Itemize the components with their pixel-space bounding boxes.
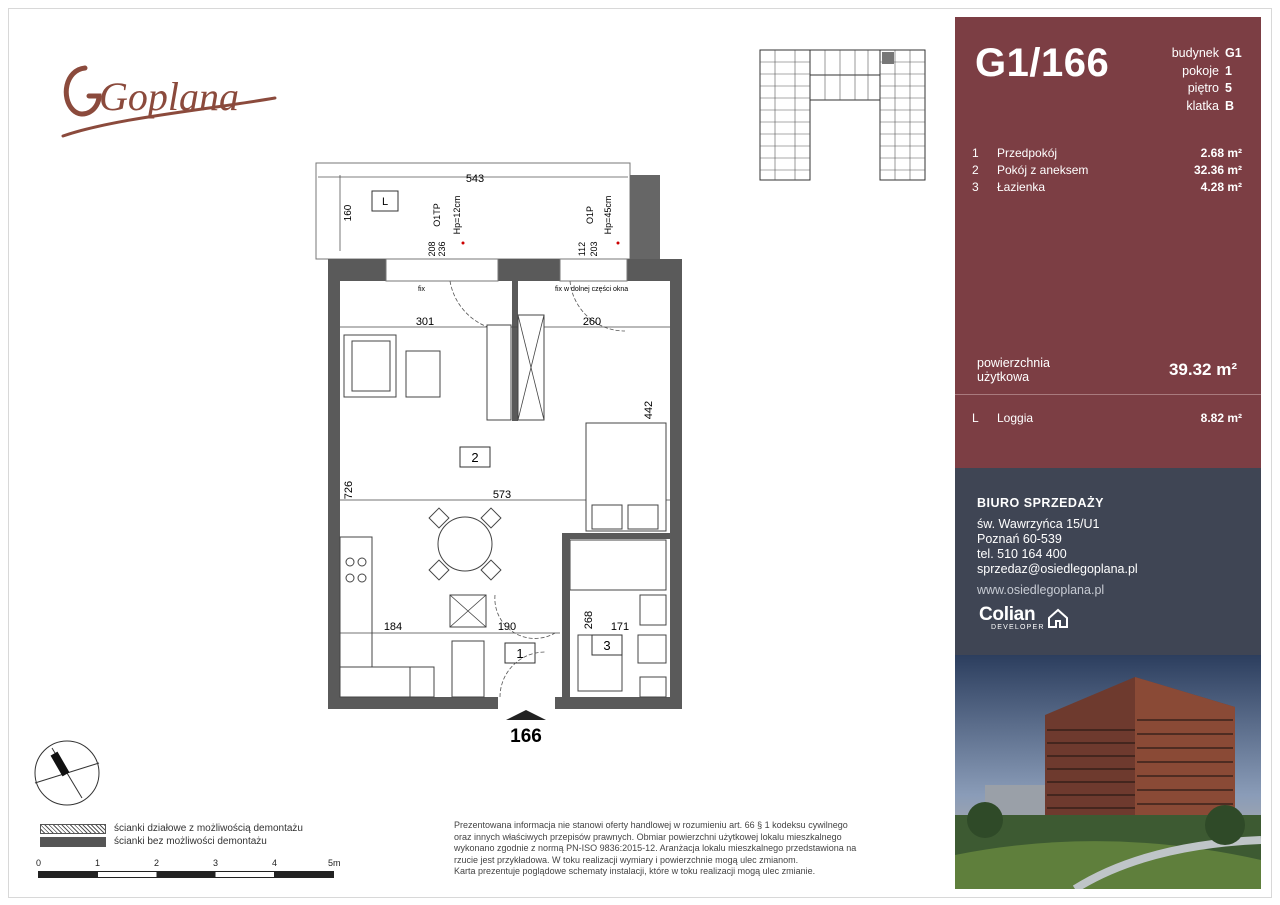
office-title: BIURO SPRZEDAŻY: [977, 496, 1104, 510]
dim-190: 190: [497, 621, 517, 633]
compass-icon: [32, 738, 102, 808]
dim-loggia-depth: 160: [343, 204, 354, 222]
list-item: 1 Przedpokój 2.68 m²: [972, 145, 1242, 160]
building-render-image: [955, 655, 1261, 889]
hatch-swatch: [40, 824, 106, 834]
dim-573: 573: [492, 489, 512, 501]
loggia-row: L Loggia 8.82 m²: [972, 411, 1242, 425]
svg-text:fix: fix: [418, 286, 425, 293]
goplana-logo: [55, 48, 285, 143]
usable-area-value: 39.32 m²: [1168, 360, 1237, 379]
scale-bar: 0 1 2 3 4 5m: [36, 858, 346, 888]
svg-text:236: 236: [437, 241, 447, 257]
office-email[interactable]: sprzedaz@osiedlegoplana.pl: [977, 562, 1138, 576]
dim-301: 301: [415, 316, 435, 328]
room-tag-2: 2: [471, 450, 479, 465]
building-keyplan: [750, 42, 940, 187]
svg-text:fix w dolnej części okna: fix w dolnej części okna: [555, 286, 629, 293]
legal-disclaimer: Prezentowana informacja nie stanowi oferty handlowej w rozumieniu art. 66 § 1 kodeksu cywilnego oraz innych właściwych przepisów prawnych. Obmiar powierzchni użytkowej lokalu mieszkalnego wykonano zgodnie z normą PN-ISO 9836:2015-12. Aranżacja lokalu mieszkalnego przedstawiona na rzucie jest przykładowa. W toku realizacji wymiary i powierzchnie mogą ulec zmianom. Karta prezentuje poglądowe schematy instalacji, które w toku realizacji mogą ulec zmianie.: [454, 820, 857, 876]
room-tag-1: 1: [516, 646, 524, 661]
office-details: św. Wawrzyńca 15/U1 Poznań 60-539 tel. 510 164 400 sprzedaz@osiedlegoplana.pl www.osiedlegoplana.pl: [977, 517, 1138, 597]
dim-268: 268: [583, 610, 595, 630]
list-item: 2 Pokój z aneksem 32.36 m²: [972, 162, 1242, 177]
svg-text:208: 208: [427, 241, 437, 257]
unit-code: G1/166: [975, 41, 1110, 85]
entry-number: 166: [510, 726, 542, 747]
svg-text:203: 203: [589, 241, 599, 257]
room-list: [972, 144, 1242, 195]
legend-solid-label: ścianki bez możliwości demontażu: [114, 836, 267, 847]
unit-meta: budynek G1 pokoje 1 piętro 5 klatka B: [1171, 46, 1242, 113]
room-tag-3: 3: [603, 638, 611, 653]
logo-text: Goplana: [99, 74, 239, 119]
developer-logo: Colian DEVELOPER: [979, 604, 1045, 631]
legend-hatch-label: ścianki działowe z możliwością demontażu: [114, 823, 303, 834]
dim-171: 171: [610, 621, 630, 633]
wall-legend: [40, 822, 303, 848]
dim-442: 442: [643, 400, 655, 420]
floor-plan: [300, 155, 700, 755]
svg-text:O1TP: O1TP: [432, 203, 442, 227]
list-item: 3 Łazienka 4.28 m²: [972, 179, 1242, 194]
solid-swatch: [40, 837, 106, 847]
sales-office-panel: [955, 468, 1261, 655]
svg-text:Hp=45cm: Hp=45cm: [603, 195, 613, 235]
house-icon: [1047, 607, 1069, 629]
divider: [955, 394, 1261, 395]
usable-area-label: powierzchnia użytkowa: [977, 356, 1050, 384]
unit-info-panel: [955, 17, 1261, 468]
dim-260: 260: [582, 316, 602, 328]
loggia-tag: L: [381, 196, 389, 208]
dim-184: 184: [383, 621, 403, 633]
dim-726: 726: [343, 480, 355, 500]
dim-loggia-width: 543: [465, 173, 485, 185]
unit-highlight: [882, 52, 894, 64]
svg-text:112: 112: [577, 241, 587, 257]
svg-text:Hp=12cm: Hp=12cm: [452, 195, 462, 235]
website-link[interactable]: www.osiedlegoplana.pl: [977, 583, 1105, 597]
svg-text:O1P: O1P: [585, 205, 595, 225]
